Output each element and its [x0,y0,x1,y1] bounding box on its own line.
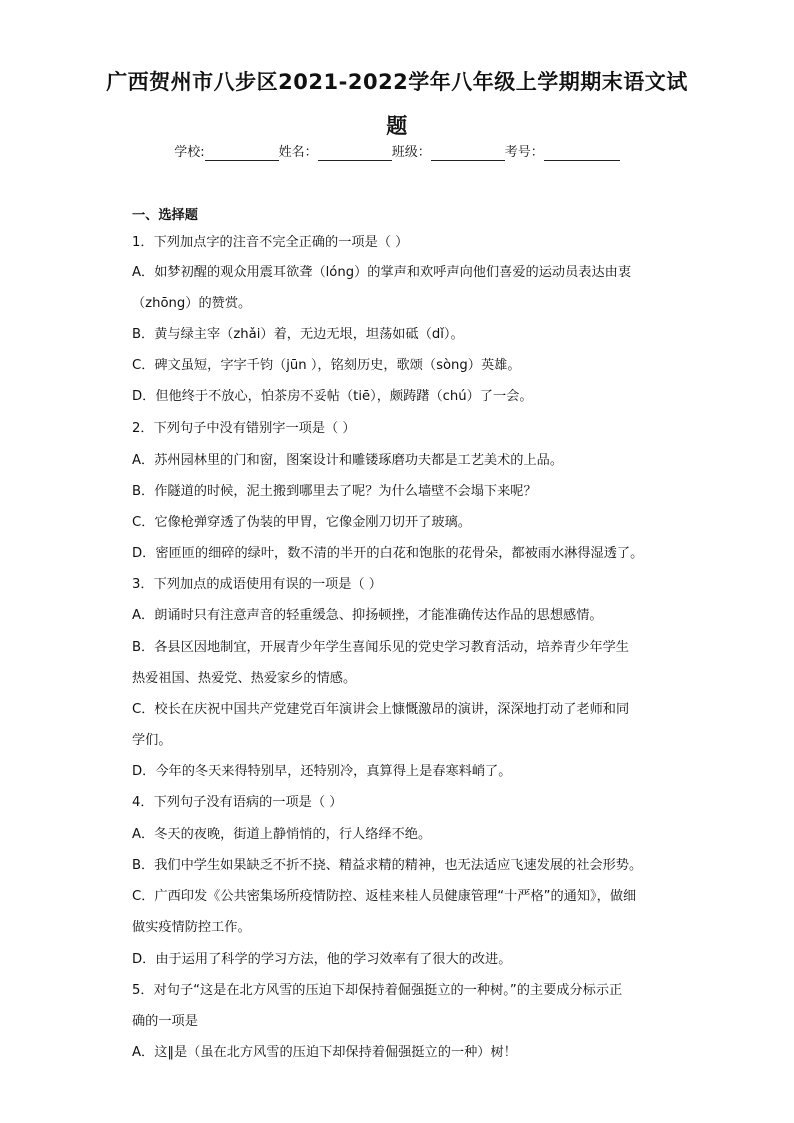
name-label: 姓名： [278,145,318,160]
section-heading: 一、选择题 [132,208,198,223]
question-3-option-c-cont: 学们。 [132,733,172,748]
question-4-option-b: B．我们中学生如果缺乏不折不挠、精益求精的精神，也无法适应飞速发展的社会形势。 [132,858,643,873]
exam-number-blank[interactable] [544,146,620,161]
question-5-option-a: A．这‖是（虽在北方风雪的压迫下却保持着倔强挺立的一种）树！ [132,1045,517,1060]
document-title-line-1: 广西贺州市八步区2021-2022学年八年级上学期期末语文试 [106,70,688,94]
exam-number-label: 考号： [504,145,544,160]
question-3-option-b: B．各县区因地制宜，开展青少年学生喜闻乐见的党史学习教育活动，培养青少年学生 [132,640,629,655]
question-1-stem: 1．下列加点字的注音不完全正确的一项是（ ） [132,235,409,250]
question-3-stem: 3．下列加点的成语使用有误的一项是（ ） [132,577,382,592]
class-blank[interactable] [431,146,505,161]
student-info-row [0,145,794,161]
question-3-option-a: A．朗诵时只有注意声音的轻重缓急、抑扬顿挫，才能准确传达作品的思想感情。 [132,608,603,623]
question-2-stem: 2．下列句子中没有错别字一项是（ ） [132,421,356,436]
question-1-option-a: A．如梦初醒的观众用震耳欲聋（lóng）的掌声和欢呼声向他们喜爱的运动员表达由衷 [132,265,632,280]
question-1-option-c: C．碑文虽短，字字千钧（jūn ），铭刻历史，歌颂（sòng）英雄。 [132,358,521,373]
question-4-stem: 4．下列句子没有语病的一项是（ ） [132,795,343,810]
document-title-line-2: 题 [386,114,408,138]
question-1-option-b: B．黄与绿主宰（zhǎi）着，无边无垠，坦荡如砥（dǐ）。 [132,327,464,342]
school-label: 学校: [174,145,205,160]
question-4-option-d: D．由于运用了科学的学习方法，他的学习效率有了很大的改进。 [132,952,512,967]
question-2-option-c: C．它像枪弹穿透了伪装的甲胃，它像金刚刀切开了玻璃。 [132,515,471,530]
name-blank[interactable] [318,146,392,161]
question-4-option-c: C．广西印发《公共密集场所疫情防控、返桂来桂人员健康管理“十严格”的通知》，做细 [132,889,637,904]
question-1-option-d: D．但他终于不放心，怕茶房不妥帖（tiē），颇踌躇（chú）了一会。 [132,389,533,404]
school-blank[interactable] [205,146,279,161]
class-label: 班级： [391,145,431,160]
question-3-option-b-cont: 热爱祖国、热爱党、热爱家乡的情感。 [132,671,357,686]
question-5-stem-cont: 确的一项是 [132,1014,198,1029]
question-2-option-b: B．作隧道的时候，泥土搬到哪里去了呢？为什么墙壁不会塌下来呢？ [132,484,537,499]
question-2-option-a: A．苏州园林里的门和窗，图案设计和雕镂琢磨功夫都是工艺美术的上品。 [132,453,564,468]
question-2-option-d: D．密匝匝的细碎的绿叶，数不清的半开的白花和饱胀的花骨朵，都被雨水淋得湿透了。 [132,546,644,561]
question-4-option-c-cont: 做实疫情防控工作。 [132,920,251,935]
question-3-option-c: C．校长在庆祝中国共产党建党百年演讲会上慷慨激昂的演讲，深深地打动了老师和同 [132,702,630,717]
question-5-stem: 5．对句子“这是在北方风雪的压迫下却保持着倔强挺立的一种树。”的主要成分标示正 [132,983,623,998]
question-3-option-d: D．今年的冬天来得特别早，还特别冷，真算得上是春寒料峭了。 [132,764,512,779]
question-4-option-a: A．冬天的夜晚，街道上静悄悄的，行人络绎不绝。 [132,827,432,842]
question-1-option-a-cont: （zhōng）的赞赏。 [132,296,252,311]
